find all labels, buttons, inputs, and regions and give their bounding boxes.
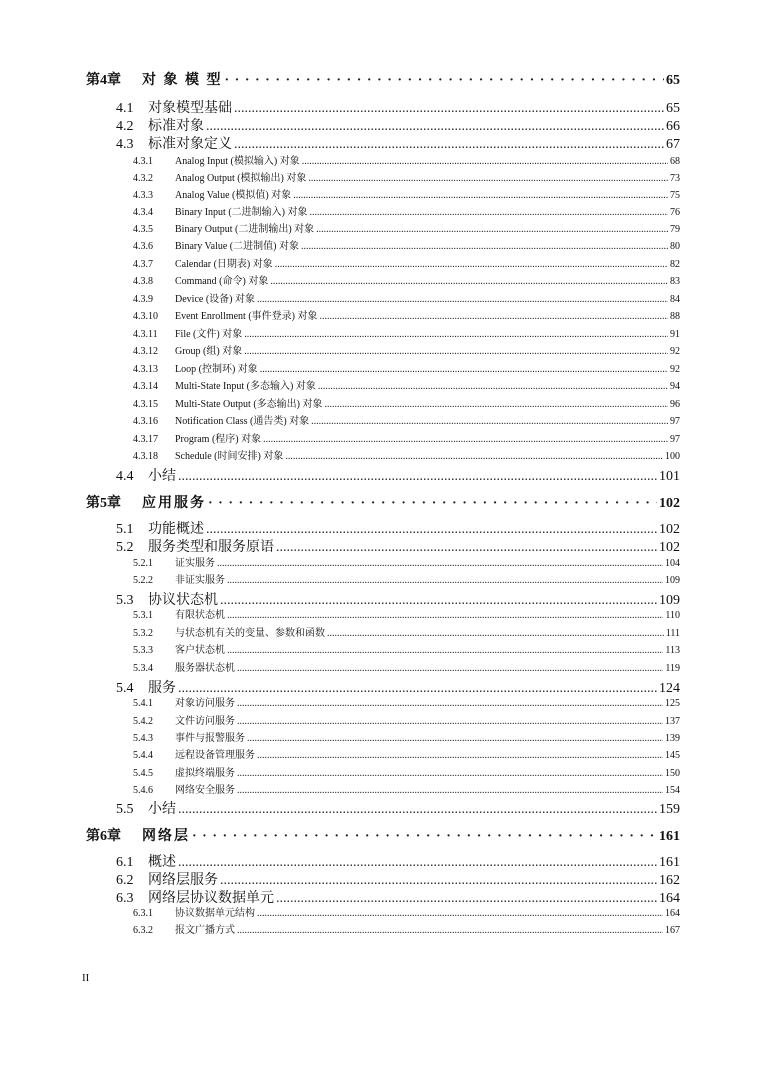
dot-leader	[244, 346, 668, 357]
toc-entry-page: 164	[665, 908, 680, 919]
toc-entry-title: 网络层	[142, 829, 190, 844]
toc-entry-title: 服务器状态机	[175, 663, 235, 674]
toc-entry-title: 网络层服务	[148, 873, 218, 888]
toc-entry-number: 6.3	[116, 891, 134, 906]
toc-entry-number: 4.3.15	[133, 399, 158, 410]
toc-entry-number: 第4章	[86, 73, 121, 88]
toc-subsection-row	[133, 764, 680, 779]
dot-leader	[237, 716, 663, 727]
dot-leader	[225, 73, 665, 89]
toc-entry-title: 网络层协议数据单元	[148, 891, 274, 906]
toc-section-row	[116, 518, 680, 538]
toc-subsection-row	[133, 430, 680, 445]
dot-leader	[285, 451, 663, 462]
dot-leader	[275, 259, 668, 270]
toc-entry-title: Binary Input (二进制输入) 对象	[175, 207, 308, 218]
toc-entry-title: Analog Output (模拟输出) 对象	[175, 173, 307, 184]
toc-chapter-row	[86, 492, 680, 512]
toc-entry-page: 75	[670, 190, 680, 201]
dot-leader	[178, 802, 657, 818]
dot-leader	[302, 156, 668, 167]
toc-section-row	[116, 851, 680, 871]
toc-entry-page: 80	[670, 241, 680, 252]
dot-leader	[237, 698, 663, 709]
dot-leader	[308, 173, 668, 184]
toc-entry-title: 非证实服务	[175, 575, 225, 586]
toc-entry-number: 4.3.2	[133, 173, 153, 184]
dot-leader	[257, 908, 663, 919]
toc-entry-page: 79	[670, 224, 680, 235]
toc-subsection-row	[133, 921, 680, 936]
toc-entry-page: 101	[659, 469, 680, 484]
toc-subsection-row	[133, 325, 680, 340]
toc-entry-number: 5.4.5	[133, 768, 153, 779]
toc-entry-title: Command (命令) 对象	[175, 276, 269, 287]
toc-entry-number: 4.3.3	[133, 190, 153, 201]
toc-section-row	[116, 133, 680, 153]
toc-entry-number: 5.5	[116, 802, 134, 817]
dot-leader	[316, 224, 668, 235]
toc-entry-number: 4.4	[116, 469, 134, 484]
toc-entry-number: 4.3.1	[133, 156, 153, 167]
toc-entry-title: 有限状态机	[175, 610, 225, 621]
toc-entry-number: 4.3.4	[133, 207, 153, 218]
toc-section-row	[116, 536, 680, 556]
toc-entry-page: 94	[670, 381, 680, 392]
toc-entry-page: 102	[659, 496, 680, 511]
toc-entry-page: 109	[659, 593, 680, 608]
toc-entry-number: 5.4.3	[133, 733, 153, 744]
toc-subsection-row	[133, 904, 680, 919]
toc-entry-title: Calendar (日期表) 对象	[175, 259, 273, 270]
toc-subsection-row	[133, 624, 680, 639]
toc-entry-title: 服务类型和服务原语	[148, 540, 274, 555]
toc-entry-number: 第6章	[86, 829, 121, 844]
toc-entry-page: 164	[659, 891, 680, 906]
toc-entry-page: 83	[670, 276, 680, 287]
toc-entry-number: 5.2	[116, 540, 134, 555]
toc-entry-title: Binary Output (二进制输出) 对象	[175, 224, 315, 235]
toc-entry-page: 167	[665, 925, 680, 936]
toc-entry-number: 5.3.2	[133, 628, 153, 639]
toc-entry-title: Loop (控制环) 对象	[175, 364, 258, 375]
toc-entry-page: 65	[666, 101, 680, 116]
toc-entry-page: 84	[670, 294, 680, 305]
toc-entry-number: 4.3.13	[133, 364, 158, 375]
toc-entry-page: 139	[665, 733, 680, 744]
toc-entry-number: 4.3.8	[133, 276, 153, 287]
toc-entry-number: 4.3.14	[133, 381, 158, 392]
toc-entry-number: 5.2.2	[133, 575, 153, 586]
toc-entry-number: 5.3.1	[133, 610, 153, 621]
toc-subsection-row	[133, 342, 680, 357]
toc-entry-page: 88	[670, 311, 680, 322]
dot-leader	[234, 137, 664, 153]
toc-entry-page: 154	[665, 785, 680, 796]
toc-entry-number: 4.3.16	[133, 416, 158, 427]
toc-entry-title: 对象访问服务	[175, 698, 235, 709]
toc-entry-number: 4.3.5	[133, 224, 153, 235]
toc-subsection-row	[133, 641, 680, 656]
toc-subsection-row	[133, 447, 680, 462]
toc-entry-title: Event Enrollment (事件登录) 对象	[175, 311, 318, 322]
toc-entry-title: 对 象 模 型	[142, 73, 223, 88]
dot-leader	[270, 276, 668, 287]
toc-entry-number: 5.4.2	[133, 716, 153, 727]
toc-subsection-row	[133, 746, 680, 761]
dot-leader	[178, 469, 657, 485]
toc-section-row	[116, 465, 680, 485]
toc-entry-number: 5.3	[116, 593, 134, 608]
toc-entry-number: 5.1	[116, 522, 134, 537]
toc-subsection-row	[133, 220, 680, 235]
toc-subsection-row	[133, 395, 680, 410]
dot-leader	[227, 645, 663, 656]
toc-entry-page: 124	[659, 681, 680, 696]
toc-subsection-row	[133, 781, 680, 796]
toc-entry-page: 145	[665, 750, 680, 761]
toc-entry-title: 与状态机有关的变量、参数和函数	[175, 628, 325, 639]
toc-subsection-row	[133, 290, 680, 305]
toc-entry-title: 对象模型基础	[148, 101, 232, 116]
toc-entry-page: 97	[670, 416, 680, 427]
toc-entry-page: 162	[659, 873, 680, 888]
toc-entry-title: 事件与报警服务	[175, 733, 245, 744]
dot-leader	[257, 750, 663, 761]
toc-entry-title: 标准对象	[148, 119, 204, 134]
toc-entry-number: 4.2	[116, 119, 134, 134]
toc-entry-number: 5.3.4	[133, 663, 153, 674]
toc-subsection-row	[133, 606, 680, 621]
toc-entry-page: 65	[666, 73, 680, 88]
dot-leader	[257, 294, 668, 305]
toc-entry-title: Schedule (时间安排) 对象	[175, 451, 284, 462]
toc-section-row	[116, 97, 680, 117]
toc-subsection-row	[133, 272, 680, 287]
toc-entry-page: 113	[665, 645, 680, 656]
dot-leader	[237, 925, 663, 936]
toc-entry-number: 5.4.4	[133, 750, 153, 761]
toc-entry-number: 5.2.1	[133, 558, 153, 569]
toc-entry-page: 125	[665, 698, 680, 709]
toc-entry-title: 客户状态机	[175, 645, 225, 656]
toc-entry-page: 92	[670, 364, 680, 375]
dot-leader	[311, 416, 668, 427]
toc-entry-title: Device (设备) 对象	[175, 294, 255, 305]
toc-entry-number: 4.3.17	[133, 434, 158, 445]
toc-entry-page: 73	[670, 173, 680, 184]
toc-entry-page: 97	[670, 434, 680, 445]
dot-leader	[293, 190, 668, 201]
toc-subsection-row	[133, 203, 680, 218]
toc-entry-title: 网络安全服务	[175, 785, 235, 796]
toc-entry-page: 102	[659, 522, 680, 537]
page-number: II	[82, 972, 90, 984]
toc-entry-number: 4.3.10	[133, 311, 158, 322]
toc-entry-title: Program (程序) 对象	[175, 434, 262, 445]
toc-section-row	[116, 869, 680, 889]
toc-entry-page: 92	[670, 346, 680, 357]
toc-subsection-row	[133, 169, 680, 184]
dot-leader	[310, 207, 669, 218]
toc-subsection-row	[133, 255, 680, 270]
toc-section-row	[116, 798, 680, 818]
toc-entry-title: 文件访问服务	[175, 716, 235, 727]
toc-entry-page: 110	[665, 610, 680, 621]
toc-entry-page: 104	[665, 558, 680, 569]
toc-entry-number: 4.3.6	[133, 241, 153, 252]
toc-subsection-row	[133, 237, 680, 252]
dot-leader	[319, 311, 668, 322]
toc-entry-page: 67	[666, 137, 680, 152]
toc-entry-number: 4.3.11	[133, 329, 158, 340]
toc-subsection-row	[133, 152, 680, 167]
toc-entry-page: 66	[666, 119, 680, 134]
toc-entry-number: 5.4.1	[133, 698, 153, 709]
toc-entry-number: 5.4.6	[133, 785, 153, 796]
toc-entry-number: 6.3.2	[133, 925, 153, 936]
toc-entry-number: 6.3.1	[133, 908, 153, 919]
toc-entry-title: 远程设备管理服务	[175, 750, 255, 761]
toc-entry-title: Analog Value (模拟值) 对象	[175, 190, 292, 201]
toc-entry-title: 服务	[148, 681, 176, 696]
toc-entry-title: Analog Input (模拟输入) 对象	[175, 156, 300, 167]
toc-subsection-row	[133, 377, 680, 392]
toc-entry-page: 161	[659, 855, 680, 870]
toc-entry-title: 功能概述	[148, 522, 204, 537]
toc-entry-page: 82	[670, 259, 680, 270]
toc-entry-title: Multi-State Input (多态输入) 对象	[175, 381, 316, 392]
toc-entry-page: 91	[670, 329, 680, 340]
toc-entry-page: 119	[665, 663, 680, 674]
dot-leader	[263, 434, 668, 445]
toc-entry-number: 4.3	[116, 137, 134, 152]
toc-entry-title: 报文广播方式	[175, 925, 235, 936]
toc-entry-page: 76	[670, 207, 680, 218]
toc-entry-page: 109	[665, 575, 680, 586]
dot-leader	[208, 496, 657, 512]
toc-subsection-row	[133, 729, 680, 744]
dot-leader	[237, 768, 663, 779]
dot-leader	[318, 381, 668, 392]
dot-leader	[227, 575, 663, 586]
toc-entry-number: 4.3.12	[133, 346, 158, 357]
toc-chapter-row	[86, 69, 680, 89]
dot-leader	[237, 785, 663, 796]
toc-entry-page: 102	[659, 540, 680, 555]
dot-leader	[260, 364, 668, 375]
toc-entry-title: 小结	[148, 469, 176, 484]
toc-entry-title: Notification Class (通告类) 对象	[175, 416, 310, 427]
toc-entry-title: 标准对象定义	[148, 137, 232, 152]
toc-entry-page: 150	[665, 768, 680, 779]
toc-entry-page: 111	[665, 628, 680, 639]
toc-entry-title: File (文件) 对象	[175, 329, 243, 340]
toc-entry-page: 68	[670, 156, 680, 167]
dot-leader	[192, 829, 657, 845]
toc-entry-number: 5.4	[116, 681, 134, 696]
toc-entry-number: 4.3.7	[133, 259, 153, 270]
toc-entry-title: Binary Value (二进制值) 对象	[175, 241, 299, 252]
dot-leader	[244, 329, 668, 340]
dot-leader	[237, 663, 663, 674]
toc-entry-number: 5.3.3	[133, 645, 153, 656]
toc-chapter-row	[86, 825, 680, 845]
toc-subsection-row	[133, 694, 680, 709]
dot-leader	[301, 241, 668, 252]
toc-subsection-row	[133, 307, 680, 322]
toc-entry-number: 6.1	[116, 855, 134, 870]
toc-entry-title: 协议数据单元结构	[175, 908, 255, 919]
dot-leader	[227, 610, 663, 621]
toc-section-row	[116, 115, 680, 135]
toc-entry-title: 应用服务	[142, 496, 206, 511]
toc-entry-number: 第5章	[86, 496, 121, 511]
toc-entry-page: 161	[659, 829, 680, 844]
toc-entry-title: 虚拟终端服务	[175, 768, 235, 779]
toc-entry-title: 证实服务	[175, 558, 215, 569]
toc-entry-title: 协议状态机	[148, 593, 218, 608]
toc-entry-page: 100	[665, 451, 680, 462]
toc-subsection-row	[133, 554, 680, 569]
toc-subsection-row	[133, 659, 680, 674]
toc-subsection-row	[133, 360, 680, 375]
dot-leader	[247, 733, 663, 744]
toc-entry-page: 159	[659, 802, 680, 817]
dot-leader	[325, 399, 669, 410]
toc-entry-number: 6.2	[116, 873, 134, 888]
dot-leader	[217, 558, 663, 569]
toc-entry-title: Multi-State Output (多态输出) 对象	[175, 399, 323, 410]
toc-subsection-row	[133, 571, 680, 586]
toc-subsection-row	[133, 186, 680, 201]
dot-leader	[327, 628, 664, 639]
toc-entry-number: 4.3.9	[133, 294, 153, 305]
toc-entry-page: 137	[665, 716, 680, 727]
toc-entry-number: 4.3.18	[133, 451, 158, 462]
toc-entry-page: 96	[670, 399, 680, 410]
toc-subsection-row	[133, 712, 680, 727]
toc-entry-title: 概述	[148, 855, 176, 870]
toc-entry-title: Group (组) 对象	[175, 346, 243, 357]
toc-subsection-row	[133, 412, 680, 427]
toc-entry-number: 4.1	[116, 101, 134, 116]
toc-entry-title: 小结	[148, 802, 176, 817]
